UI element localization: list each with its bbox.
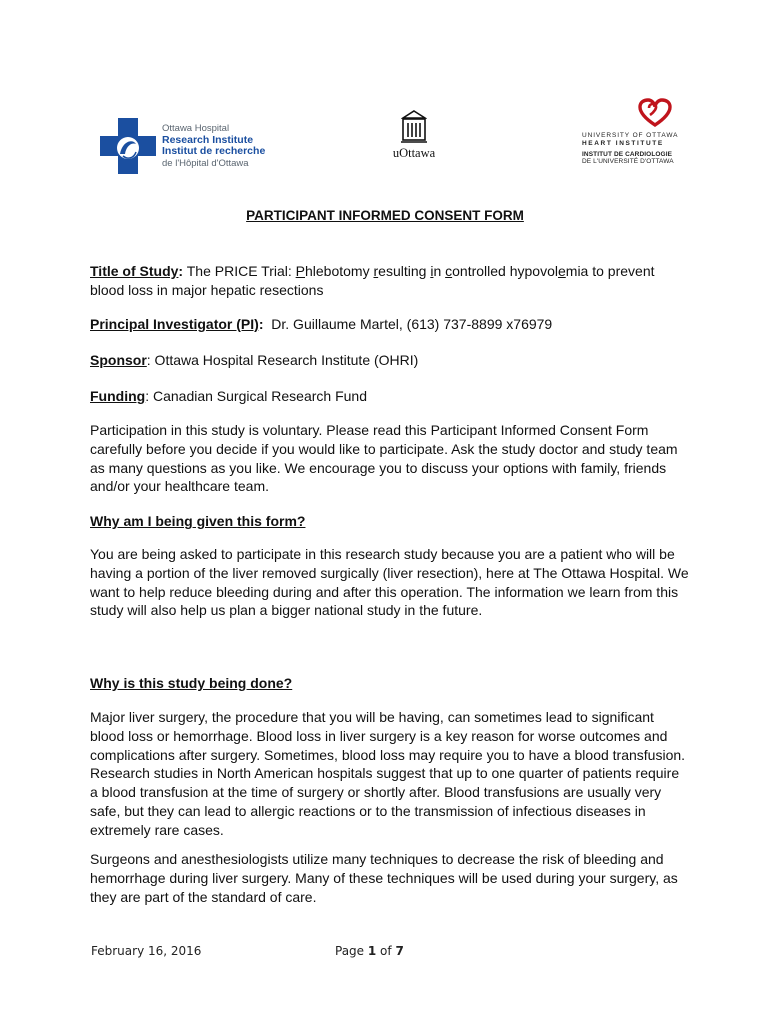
heart-line2: HEART INSTITUTE (582, 140, 664, 147)
study-acronym-i: i (430, 263, 434, 279)
uottawa-name: uOttawa (392, 146, 436, 160)
university-building-icon (401, 110, 427, 144)
sponsor-label: Sponsor (90, 352, 147, 368)
study-title-text-2: hlebotomy (305, 263, 374, 279)
section2-heading: Why is this study being done? (90, 675, 293, 691)
funding-value: : Canadian Surgical Research Fund (145, 388, 367, 404)
form-title: PARTICIPANT INFORMED CONSENT FORM (246, 208, 524, 223)
study-title-block (90, 262, 690, 300)
study-acronym-p: P (295, 263, 305, 279)
study-acronym-e: e (557, 263, 566, 279)
study-title-colon: : (178, 263, 184, 279)
ohri-logo (98, 116, 268, 176)
pi-label: Principal Investigator (PI) (90, 316, 259, 332)
intro-paragraph: Participation in this study is voluntary. Please read this Participant Informed Consent Form carefully before you decide if you would like to participate. Ask the study doctor and study team as many questions as you like. We encourage you to discuss your options with family, friends and/or your healthcare team. (90, 422, 678, 495)
ohri-line4: de l'Hôpital d'Ottawa (162, 157, 249, 169)
study-title-text-1: The PRICE Trial: (183, 263, 296, 279)
pi-block (90, 315, 690, 334)
study-title-label: Title of Study (90, 263, 179, 279)
pi-colon: : (258, 316, 264, 332)
sponsor-block (90, 351, 690, 370)
study-title-text-5: ontrolled hypovol (452, 263, 558, 279)
section1-heading: Why am I being given this form? (90, 513, 306, 529)
uottawa-logo (384, 110, 444, 166)
footer-date: February 16, 2016 (91, 944, 202, 958)
funding-label: Funding (90, 388, 146, 404)
study-title-text-6: mia to prevent blood loss in major hepatic resections (90, 263, 655, 298)
page-of: of (376, 944, 396, 958)
sponsor-value: : Ottawa Hospital Research Institute (OHRI) (146, 352, 419, 368)
section1-body: You are being asked to participate in this research study because you are a patient who will be having a portion of the liver removed surgically (liver resection), here at The Ottawa Hospital. We want to help reduce bleeding during and after this operation. The information we learn from this study will also help us plan a bigger national study in the future. (90, 546, 689, 619)
heart-loops-icon (637, 98, 673, 128)
heart-line4: DE L'UNIVERSITÉ D'OTTAWA (582, 158, 674, 165)
study-acronym-c: c (445, 263, 453, 279)
page-current: 1 (367, 944, 377, 958)
pi-value: Dr. Guillaume Martel, (613) 737-8899 x76979 (263, 316, 553, 332)
ohri-line1: Ottawa Hospital (162, 123, 230, 134)
page-total: 7 (395, 944, 404, 958)
heart-line1: UNIVERSITY OF OTTAWA (582, 132, 679, 139)
heart-institute-logo (580, 98, 690, 170)
study-acronym-r: r (373, 263, 379, 279)
heart-line3: INSTITUT DE CARDIOLOGIE (582, 151, 673, 158)
section2-body-2: Surgeons and anesthesiologists utilize many techniques to decrease the risk of bleeding and hemorrhage during liver surgery. Many of these techniques will be used during your surgery, as they are part of the standard of care. (90, 851, 678, 905)
ohri-line3: Institut de recherche (162, 145, 266, 157)
study-title-text-3: esulting (378, 263, 431, 279)
funding-block (90, 387, 690, 406)
ohri-cross-icon (98, 116, 158, 176)
page-prefix: Page (335, 944, 368, 958)
ohri-line2: Research Institute (162, 133, 254, 146)
footer-page-number (335, 944, 404, 958)
section2-body-1: Major liver surgery, the procedure that you will be having, can sometimes lead to significant blood loss or hemorrhage. Blood loss in liver surgery is a key reason for worse outcomes and complications after surgery. Sometimes, blood loss may require you to have a blood transfusion. Research studies in North American hospitals suggest that up to one quarter of patients require a blood transfusion at the time of surgery or shortly after. Blood transfusions are usually very safe, but they can lead to allergic reactions or to the transmission of infectious diseases in extremely rare cases. (90, 709, 686, 838)
study-title-text-4: n (433, 263, 446, 279)
